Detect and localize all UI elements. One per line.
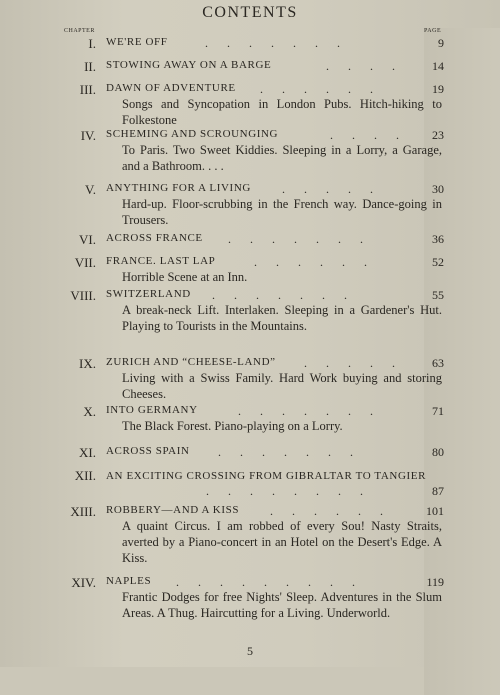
leader-dots: . . . . . . . bbox=[218, 445, 361, 459]
chapter-summary: To Paris. Two Sweet Kiddies. Sleeping in a Lorry, a Garage, and a Bathroom. . . . bbox=[122, 143, 442, 173]
chapter-number: IX. bbox=[79, 356, 96, 371]
chapter-number: XIV. bbox=[71, 575, 96, 590]
leader-dots: . . . . . . . . . bbox=[176, 575, 363, 589]
chapter-title: ACROSS SPAIN bbox=[106, 445, 190, 457]
leader-dots: . . . . . . . . bbox=[206, 484, 371, 498]
chapter-summary: The Black Forest. Piano-playing on a Lorry. bbox=[122, 419, 343, 433]
chapter-number: XII. bbox=[74, 468, 96, 483]
page-number: 9 bbox=[438, 36, 444, 50]
leader-dots: . . . . . bbox=[304, 356, 403, 370]
page-number: 55 bbox=[432, 288, 444, 302]
chapter-column-header: CHAPTER bbox=[64, 28, 95, 34]
chapter-title: INTO GERMANY bbox=[106, 404, 198, 416]
chapter-summary: Hard-up. Floor-scrubbing in the French way. Dance-going in Trousers. bbox=[122, 197, 442, 227]
chapter-title: ROBBERY—AND A KISS bbox=[106, 504, 240, 516]
leader-dots: . . . . . . bbox=[270, 504, 391, 518]
chapter-title: ANYTHING FOR A LIVING bbox=[106, 182, 251, 194]
chapter-title: WE'RE OFF bbox=[106, 36, 168, 48]
chapter-number: II. bbox=[84, 59, 96, 74]
chapter-number: III. bbox=[79, 82, 96, 97]
chapter-title: STOWING AWAY ON A BARGE bbox=[106, 59, 272, 71]
chapter-number: IV. bbox=[80, 128, 96, 143]
page-number: 119 bbox=[426, 575, 444, 589]
chapter-number: XI. bbox=[79, 445, 96, 460]
leader-dots: . . . . . . bbox=[260, 82, 381, 96]
chapter-title: ZURICH AND “CHEESE-LAND” bbox=[106, 356, 276, 368]
page-number: 80 bbox=[432, 445, 444, 459]
chapter-summary: A break-neck Lift. Interlaken. Sleeping in a Gardener's Hut. Playing to Tourists in the Mountains. bbox=[122, 303, 442, 333]
chapter-number: X. bbox=[83, 404, 96, 419]
chapter-number: I. bbox=[88, 36, 96, 51]
chapter-title: DAWN OF ADVENTURE bbox=[106, 82, 236, 94]
chapter-summary: Horrible Scene at an Inn. bbox=[122, 270, 248, 284]
leader-dots: . . . . . . . bbox=[212, 288, 355, 302]
chapter-title: SCHEMING AND SCROUNGING bbox=[106, 128, 279, 140]
chapter-summary: A quaint Circus. I am robbed of every Sou! Nasty Straits, averted by a Piano-concert in an Hotel on the Desert's Edge. A Kiss. bbox=[122, 519, 442, 565]
leader-dots: . . . . . bbox=[282, 182, 381, 196]
chapter-number: VI. bbox=[79, 232, 96, 247]
chapter-summary: Living with a Swiss Family. Hard Work buying and storing Cheeses. bbox=[122, 371, 442, 401]
chapter-title: ACROSS FRANCE bbox=[106, 232, 203, 244]
chapter-title: FRANCE. LAST LAP bbox=[106, 255, 216, 267]
chapter-summary: Songs and Syncopation in London Pubs. Hitch-hiking to Folkestone bbox=[122, 97, 442, 127]
chapter-number: VIII. bbox=[70, 288, 96, 303]
leader-dots: . . . . . . . bbox=[205, 36, 348, 50]
chapter-number: VII. bbox=[74, 255, 96, 270]
page-number: 30 bbox=[432, 182, 444, 196]
leader-dots: . . . . bbox=[330, 128, 407, 142]
chapter-number: V. bbox=[85, 182, 96, 197]
page-number: 87 bbox=[432, 484, 444, 498]
leader-dots: . . . . . . . bbox=[238, 404, 381, 418]
chapter-summary: Frantic Dodges for free Nights' Sleep. Adventures in the Slum Areas. A Thug. Haircutting for a Living. Underworld. bbox=[122, 590, 442, 620]
page-number: 101 bbox=[426, 504, 444, 518]
page-number: 23 bbox=[432, 128, 444, 142]
chapter-title: NAPLES bbox=[106, 575, 152, 587]
chapter-title: SWITZERLAND bbox=[106, 288, 191, 300]
page-number: 71 bbox=[432, 404, 444, 418]
page-number: 19 bbox=[432, 82, 444, 96]
page-column-header: PAGE bbox=[424, 28, 500, 695]
leader-dots: . . . . bbox=[326, 59, 403, 73]
page-number: 63 bbox=[432, 356, 444, 370]
page-title: CONTENTS bbox=[202, 4, 298, 21]
chapter-number: XIII. bbox=[70, 504, 96, 519]
chapter-title: AN EXCITING CROSSING FROM GIBRALTAR TO TANGIER bbox=[106, 470, 427, 482]
page-number: 36 bbox=[432, 232, 444, 246]
leader-dots: . . . . . . bbox=[254, 255, 375, 269]
page-number: 52 bbox=[432, 255, 444, 269]
page-number: 14 bbox=[432, 59, 444, 73]
page-folio: 5 bbox=[247, 644, 253, 658]
leader-dots: . . . . . . . bbox=[228, 232, 371, 246]
